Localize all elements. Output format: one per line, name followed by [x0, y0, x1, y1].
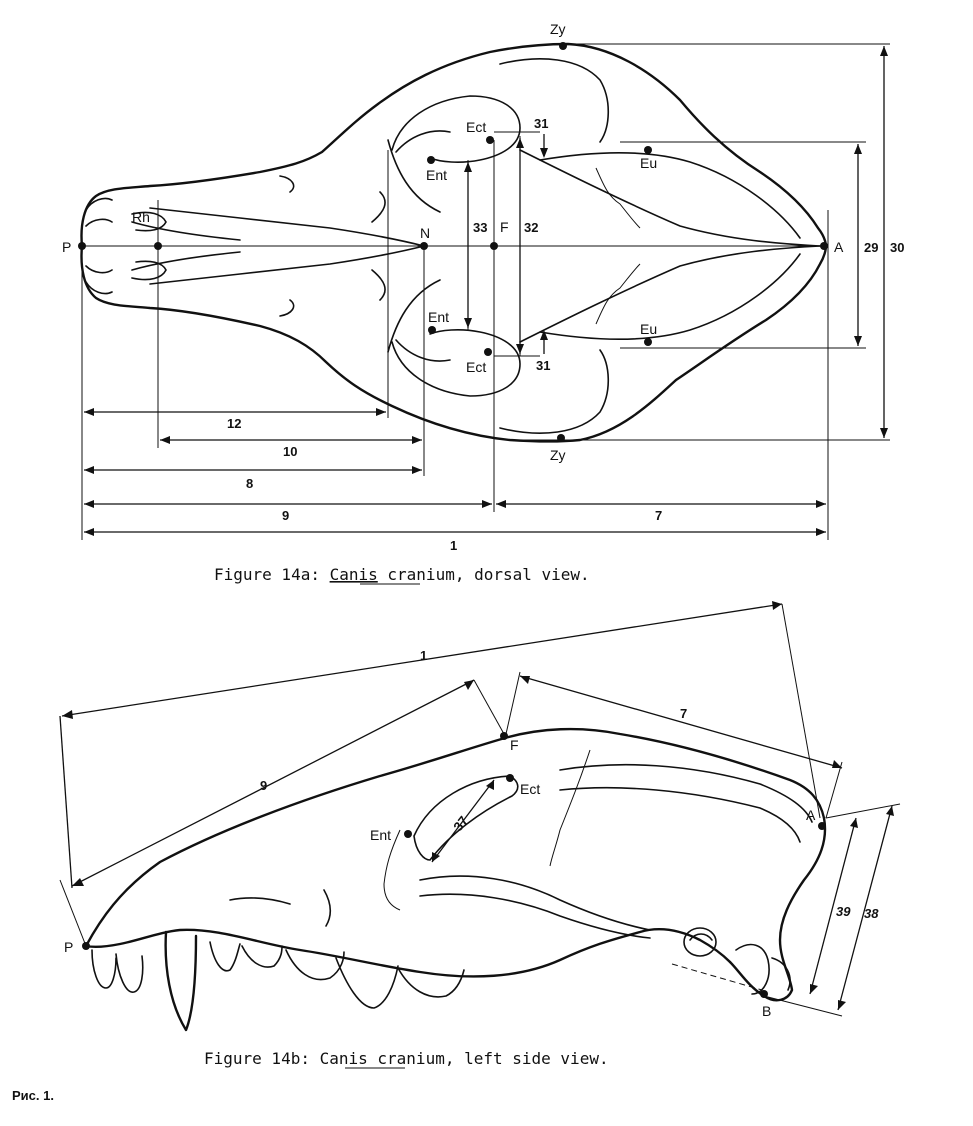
label-A: A [834, 239, 844, 255]
caption-14b-genus: Canis [319, 1049, 368, 1068]
side-view-measurements [60, 601, 900, 1016]
label-P-side: P [64, 939, 74, 955]
measure-12: 12 [227, 416, 242, 431]
caption-figure-14a [214, 565, 590, 584]
point-B-side [760, 990, 768, 998]
caption-figure-14b [204, 1049, 609, 1068]
label-Zy-bottom: Zy [550, 447, 566, 463]
measure-8: 8 [246, 476, 254, 491]
point-Eu-top [644, 146, 652, 154]
measure-32: 32 [524, 220, 539, 235]
label-Eu-bottom: Eu [640, 321, 658, 337]
measure-7-side: 7 [680, 706, 688, 721]
measure-1-side: 1 [420, 648, 428, 663]
point-Ent-bottom [428, 326, 436, 334]
point-Ect-bottom [484, 348, 492, 356]
label-Ent-side: Ent [370, 827, 392, 843]
label-Zy-top: Zy [550, 21, 566, 37]
label-B-side: B [762, 1003, 772, 1019]
measure-31-bottom: 31 [536, 358, 551, 373]
measure-1: 1 [450, 538, 458, 553]
caption-14a-prefix: Figure 14a: [214, 565, 330, 584]
point-Eu-bottom [644, 338, 652, 346]
label-Ect-bottom: Ect [466, 359, 487, 375]
label-A-side: A [806, 807, 816, 823]
measure-37-side: 37 [450, 813, 472, 834]
dorsal-view-labels [62, 21, 904, 553]
measure-7: 7 [655, 508, 663, 523]
measure-29: 29 [864, 240, 879, 255]
side-view-points [82, 732, 826, 998]
point-A [820, 242, 828, 250]
label-Ect-top: Ect [466, 119, 487, 135]
point-F-side [500, 732, 508, 740]
label-Ent-bottom: Ent [428, 309, 450, 325]
point-N [420, 242, 428, 250]
point-F [490, 242, 498, 250]
caption-14a-suffix: cranium, dorsal view. [377, 565, 590, 584]
point-Rh [154, 242, 162, 250]
caption-14b-prefix: Figure 14b: [204, 1049, 320, 1068]
measure-39-side: 39 [836, 904, 851, 919]
point-Ent-top [427, 156, 435, 164]
point-Ent-side [404, 830, 412, 838]
caption-14a-genus: Canis [329, 565, 378, 584]
measure-38-side: 38 [864, 906, 879, 921]
label-Eu-top: Eu [640, 155, 658, 171]
point-Ect-top [486, 136, 494, 144]
label-N: N [420, 225, 431, 241]
figure-number-label: Рис. 1. [12, 1088, 54, 1103]
label-F: F [500, 219, 509, 235]
label-Ent-top: Ent [426, 167, 448, 183]
point-P [78, 242, 86, 250]
point-P-side [82, 942, 90, 950]
label-Rh: Rh [132, 209, 150, 225]
side-view-drawing [86, 729, 825, 1030]
measure-33: 33 [473, 220, 488, 235]
measure-9: 9 [282, 508, 290, 523]
label-F-side: F [510, 737, 519, 753]
dorsal-view-points [78, 42, 828, 442]
point-Zy-top [559, 42, 567, 50]
label-Ect-side: Ect [520, 781, 541, 797]
measure-9-side: 9 [260, 778, 268, 793]
side-view-labels [64, 648, 879, 1019]
point-A-side [818, 822, 826, 830]
measure-30: 30 [890, 240, 905, 255]
measure-10: 10 [283, 444, 298, 459]
point-Ect-side [506, 774, 514, 782]
measure-31-top: 31 [534, 116, 549, 131]
dorsal-view-drawing [82, 44, 826, 442]
label-P: P [62, 239, 72, 255]
point-Zy-bottom [557, 434, 565, 442]
caption-14b-suffix: cranium, left side view. [367, 1049, 609, 1068]
